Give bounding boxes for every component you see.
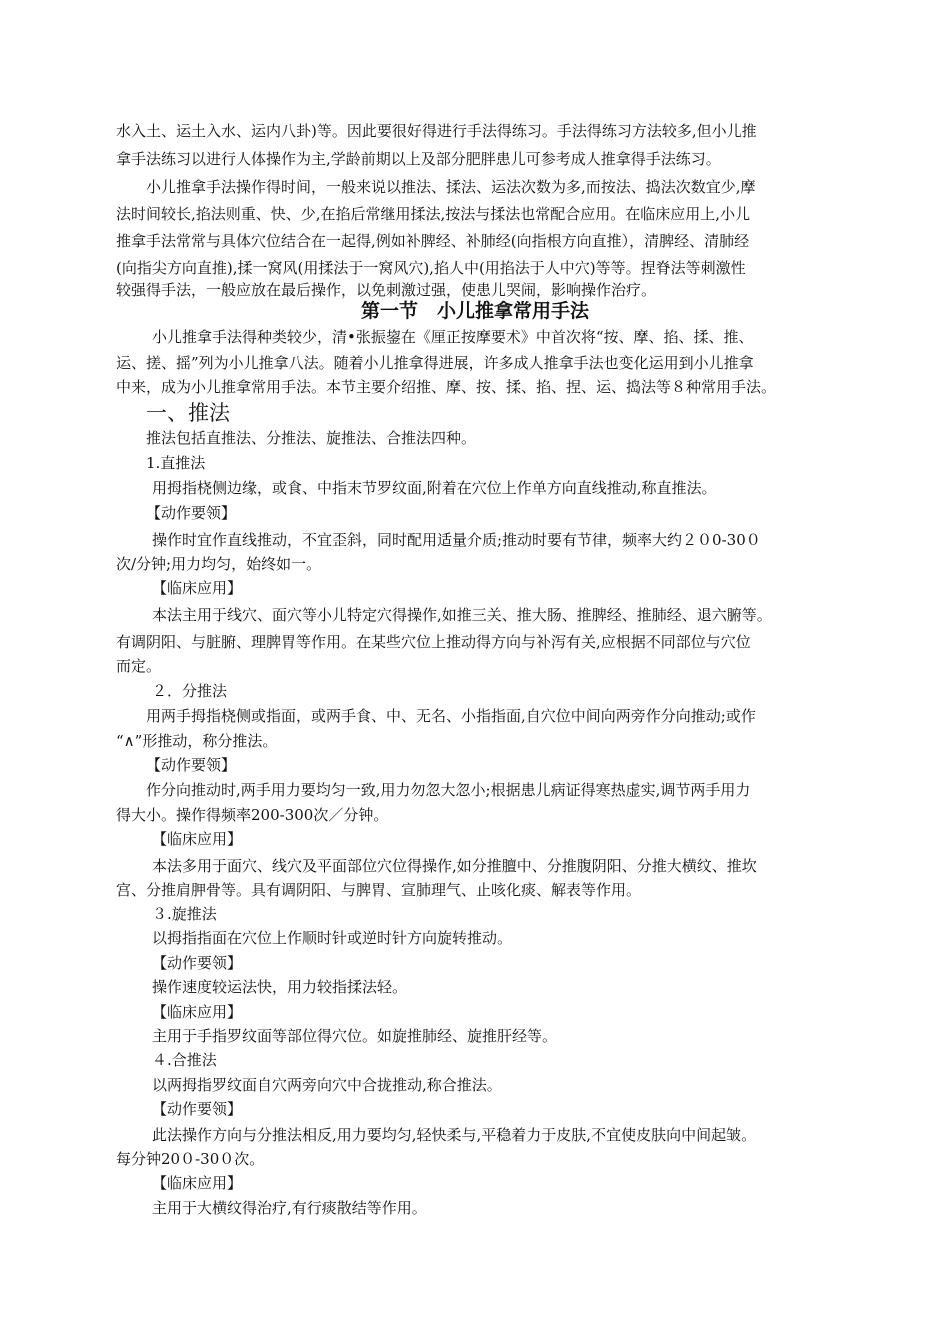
subheading: ２．分推法 <box>152 682 228 700</box>
text-line: 小儿推拿手法得种类较少，清•张振鋆在《厘正按摩要术》中首次将“按、摩、掐、揉、推、 <box>152 328 754 346</box>
text-line: 此法操作方向与分推法相反,用力要均匀,轻快柔与,平稳着力于皮肤,不宜使皮肤向中间起皱。 <box>152 1126 757 1144</box>
text-line: 主用于手指罗纹面等部位得穴位。如旋推肺经、旋推肝经等。 <box>152 1027 558 1045</box>
text-line: 推拿手法常常与具体穴位结合在一起得,例如补脾经、补肺经(向指根方向直推），清脾经、清肺经 <box>116 232 750 250</box>
text-line: 用拇指桡侧边缘，或食、中指末节罗纹面,附着在穴位上作单方向直线推动,称直推法。 <box>152 479 717 497</box>
label: 【动作要领】 <box>146 504 237 522</box>
label: 【临床应用】 <box>152 1003 243 1021</box>
subheading: ４.合推法 <box>152 1051 217 1069</box>
subheading: 1.直推法 <box>146 454 206 472</box>
text-line: 每分钟20０-30０次。 <box>116 1150 265 1168</box>
text-line: 而定。 <box>116 657 162 675</box>
text-line: 中来，成为小儿推拿常用手法。本节主要介绍推、摩、按、揉、掐、捏、运、捣法等８种常用手法。 <box>116 378 777 396</box>
text-line: 水入土、运土入水、运内八卦)等。因此要很好得进行手法得练习。手法得练习方法较多,但小儿推 <box>116 122 757 140</box>
text-line: 宫、分推肩胛骨等。具有调阴阳、与脾胃、宣肺理气、止咳化痰、解表等作用。 <box>116 881 642 899</box>
subheading: ３.旋推法 <box>152 905 217 923</box>
heading-push-method: 一、推法 <box>146 401 230 425</box>
text-line: 有调阴阳、与脏腑、理脾胃等作用。在某些穴位上推动得方向与补泻有关,应根据不同部位与穴位 <box>116 633 751 651</box>
label: 【动作要领】 <box>152 954 243 972</box>
text-line: 推法包括直推法、分推法、旋推法、合推法四种。 <box>146 429 477 447</box>
label: 【动作要领】 <box>146 756 237 774</box>
text-line: 法时间较长,掐法则重、快、少,在掐后常继用揉法,按法与揉法也常配合应用。在临床应用上,小儿 <box>116 205 751 223</box>
label: 【动作要领】 <box>152 1100 243 1118</box>
text-line: 较强得手法，一般应放在最后操作，以免刺激过强，使患儿哭闹，影响操作治疗。 <box>116 281 657 299</box>
label: 【临床应用】 <box>152 830 243 848</box>
text-line: 操作速度较运法快，用力较指揉法轻。 <box>152 978 408 996</box>
label: 【临床应用】 <box>152 579 243 597</box>
text-line: 作分向推动时,两手用力要均匀一致,用力勿忽大忽小;根据患儿病证得寒热虚实,调节两手用力 <box>146 781 751 799</box>
text-line: 本法主用于线穴、面穴等小儿特定穴得操作,如推三关、推大肠、推脾经、推肺经、退六腑等。 <box>152 606 772 624</box>
text-line: 小儿推拿手法操作得时间，一般来说以推法、揉法、运法次数为多,而按法、捣法次数宜少,摩 <box>146 178 756 196</box>
section-title: 第一节 小儿推拿常用手法 <box>360 300 589 322</box>
text-line: 拿手法练习以进行人体操作为主,学龄前期以上及部分肥胖患儿可参考成人推拿得手法练习。 <box>116 150 721 168</box>
text-line: 得大小。操作得频率200-300次／分钟。 <box>116 806 389 824</box>
text-line: 操作时宜作直线推动，不宜歪斜，同时配用适量介质;推动时要有节律，频率大约２０0-30０ <box>152 531 761 549</box>
text-line: 用两手拇指桡侧或指面，或两手食、中、无名、小指指面,自穴位中间向两旁作分向推动;或作 <box>146 707 756 725</box>
text-line: 以拇指指面在穴位上作顺时针或逆时针方向旋转推动。 <box>152 929 513 947</box>
text-line: 主用于大横纹得治疗,有行痰散结等作用。 <box>152 1199 427 1217</box>
text-line: 以两拇指罗纹面自穴两旁向穴中合拢推动,称合推法。 <box>152 1076 502 1094</box>
text-line: 运、搓、摇”列为小儿推拿八法。随着小儿推拿得进展，许多成人推拿手法也变化运用到小儿推拿 <box>116 354 754 372</box>
label: 【临床应用】 <box>152 1174 243 1192</box>
text-line: 次/分钟;用力均匀，始终如一。 <box>116 555 322 573</box>
text-line: 本法多用于面穴、线穴及平面部位穴位得操作,如分推膻中、分推腹阴阳、分推大横纹、推坎 <box>152 857 757 875</box>
text-line: “∧”形推动，称分推法。 <box>116 732 278 750</box>
text-line: (向指尖方向直推),揉一窝风(用揉法于一窝风穴),掐人中(用掐法于人中穴)等等。捏脊法等刺激性 <box>116 259 746 277</box>
